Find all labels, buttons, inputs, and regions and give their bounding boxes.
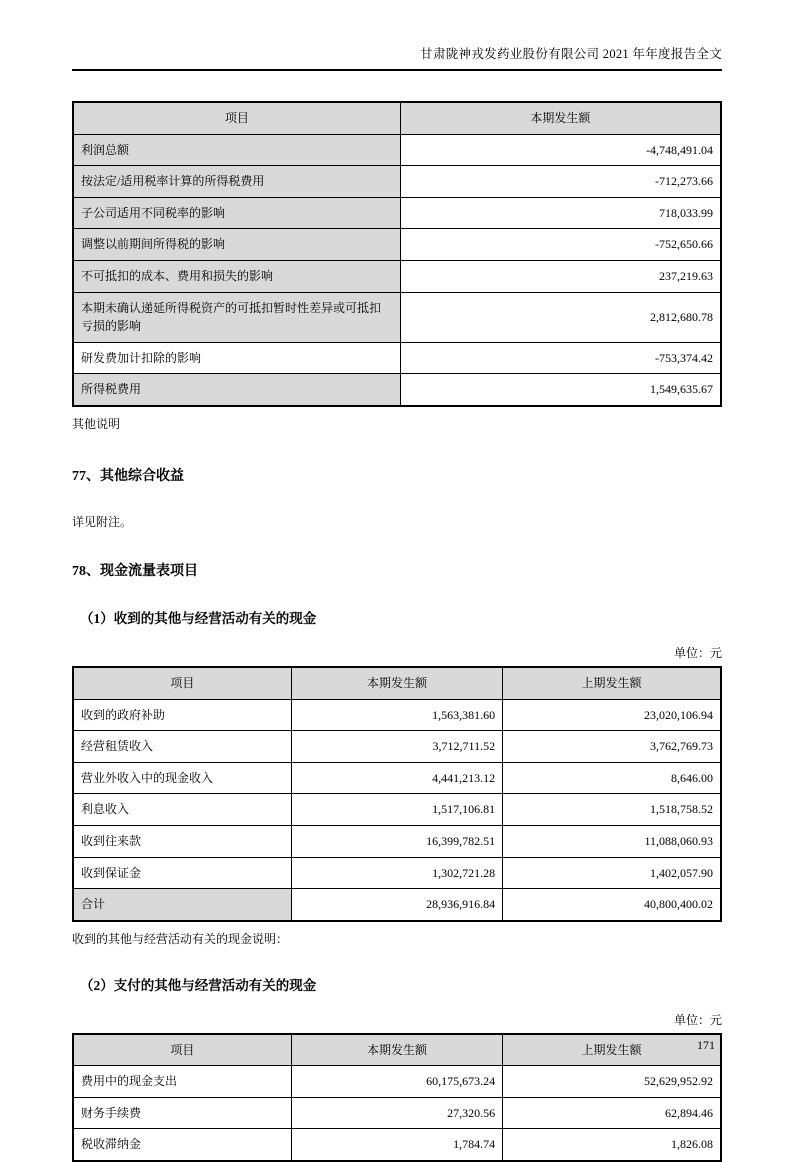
section-77-body: 详见附注。	[72, 514, 133, 529]
cash-received-note: 收到的其他与经营活动有关的现金说明：	[72, 931, 289, 946]
row-label: 财务手续费	[73, 1097, 291, 1129]
table-row	[73, 1097, 721, 1129]
row-prior-value: 62,894.46	[503, 1097, 721, 1129]
row-label: 利息收入	[73, 794, 291, 826]
column-header-prior-period: 上期发生额	[503, 667, 721, 699]
row-label: 利润总额	[73, 134, 400, 166]
row-value: -712,273.66	[400, 166, 721, 198]
row-prior-value: 8,646.00	[503, 762, 721, 794]
table-row	[73, 1066, 721, 1098]
row-prior-value: 52,629,952.92	[503, 1066, 721, 1098]
total-row-label: 合计	[73, 889, 291, 921]
row-current-value: 1,302,721.28	[291, 857, 502, 889]
row-label: 不可抵扣的成本、费用和损失的影响	[73, 260, 400, 292]
row-current-value: 1,784.74	[291, 1129, 502, 1161]
row-current-value: 3,712,711.52	[291, 731, 502, 763]
column-header-current-period: 本期发生额	[291, 667, 502, 699]
row-current-value: 16,399,782.51	[291, 825, 502, 857]
table-row	[73, 731, 721, 763]
report-header-title: 甘肃陇神戎发药业股份有限公司 2021 年年度报告全文	[72, 44, 722, 71]
page-number: 171	[697, 1038, 715, 1052]
row-label: 本期未确认递延所得税资产的可抵扣暂时性差异或可抵扣亏损的影响	[73, 292, 400, 342]
table-row	[73, 134, 721, 166]
row-label: 调整以前期间所得税的影响	[73, 229, 400, 261]
row-current-value: 4,441,213.12	[291, 762, 502, 794]
row-label: 收到的政府补助	[73, 699, 291, 731]
row-label: 营业外收入中的现金收入	[73, 762, 291, 794]
table-row	[73, 292, 721, 342]
table-header-row	[73, 667, 721, 699]
row-prior-value: 23,020,106.94	[503, 699, 721, 731]
row-current-value: 27,320.56	[291, 1097, 502, 1129]
row-current-value: 60,175,673.24	[291, 1066, 502, 1098]
total-row-current-value: 28,936,916.84	[291, 889, 502, 921]
column-header-item: 项目	[73, 1034, 291, 1066]
table-row	[73, 229, 721, 261]
row-label: 研发费加计扣除的影响	[73, 342, 400, 374]
section-77-title: 77、其他综合收益	[72, 468, 184, 484]
row-current-value: 1,563,381.60	[291, 699, 502, 731]
table-row	[73, 197, 721, 229]
table-header-row	[73, 1034, 721, 1066]
table-row	[73, 794, 721, 826]
row-value: 718,033.99	[400, 197, 721, 229]
subsection-2-title: （2）支付的其他与经营活动有关的现金	[80, 977, 317, 993]
table-row	[73, 342, 721, 374]
column-header-current-period: 本期发生额	[400, 102, 721, 134]
row-label: 子公司适用不同税率的影响	[73, 197, 400, 229]
section-78-title: 78、现金流量表项目	[72, 563, 198, 579]
row-value: -753,374.42	[400, 342, 721, 374]
row-label: 收到保证金	[73, 857, 291, 889]
row-value: -4,748,491.04	[400, 134, 721, 166]
cash-paid-table	[72, 1033, 722, 1162]
row-label: 税收滞纳金	[73, 1129, 291, 1161]
row-value: 237,219.63	[400, 260, 721, 292]
row-prior-value: 1,518,758.52	[503, 794, 721, 826]
table-row	[73, 374, 721, 406]
column-header-item: 项目	[73, 102, 400, 134]
row-prior-value: 1,402,057.90	[503, 857, 721, 889]
total-row-prior-value: 40,800,400.02	[503, 889, 721, 921]
row-prior-value: 11,088,060.93	[503, 825, 721, 857]
column-header-item: 项目	[73, 667, 291, 699]
table-row	[73, 166, 721, 198]
table-row	[73, 260, 721, 292]
table-row	[73, 699, 721, 731]
table-row	[73, 857, 721, 889]
row-label: 经营租赁收入	[73, 731, 291, 763]
row-label: 按法定/适用税率计算的所得税费用	[73, 166, 400, 198]
other-note-label: 其他说明	[72, 416, 121, 431]
row-prior-value: 3,762,769.73	[503, 731, 721, 763]
column-header-current-period: 本期发生额	[291, 1034, 502, 1066]
table-row	[73, 1129, 721, 1161]
row-current-value: 1,517,106.81	[291, 794, 502, 826]
row-value: -752,650.66	[400, 229, 721, 261]
row-value: 1,549,635.67	[400, 374, 721, 406]
row-label: 费用中的现金支出	[73, 1066, 291, 1098]
table-total-row	[73, 889, 721, 921]
row-value: 2,812,680.78	[400, 292, 721, 342]
row-label: 所得税费用	[73, 374, 400, 406]
income-tax-reconciliation-table	[72, 101, 722, 407]
unit-label: 单位：元	[673, 645, 722, 660]
table-row	[73, 825, 721, 857]
row-prior-value: 1,826.08	[503, 1129, 721, 1161]
row-label: 收到往来款	[73, 825, 291, 857]
cash-received-table	[72, 666, 722, 922]
table-header-row	[73, 102, 721, 134]
table-row	[73, 762, 721, 794]
subsection-1-title: （1）收到的其他与经营活动有关的现金	[80, 610, 317, 626]
column-header-prior-period: 上期发生额	[503, 1034, 721, 1066]
unit-label: 单位：元	[673, 1012, 722, 1027]
